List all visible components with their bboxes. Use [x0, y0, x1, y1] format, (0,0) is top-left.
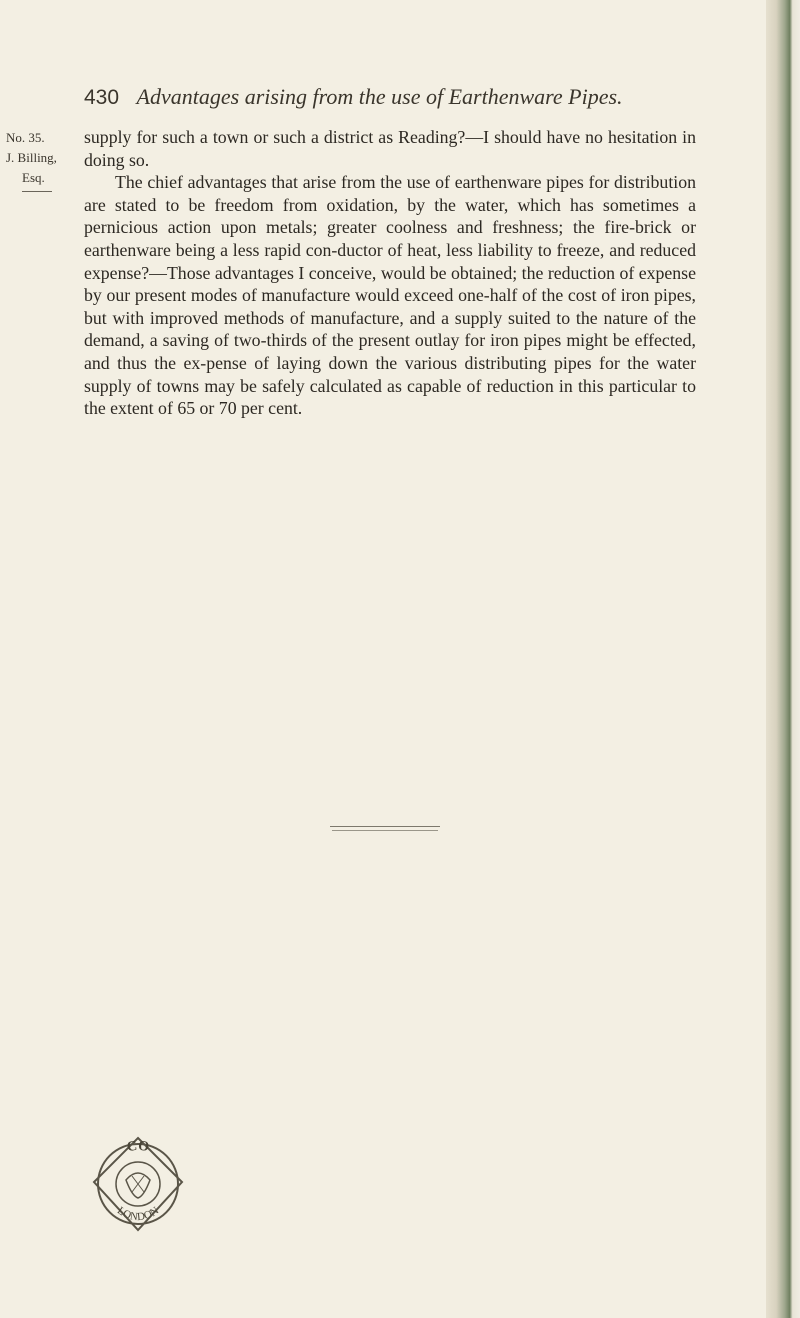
margin-title: Esq. — [22, 170, 45, 185]
margin-rule — [22, 191, 52, 192]
page-header — [84, 84, 704, 110]
margin-number: No. 35. — [6, 130, 45, 145]
paragraph: supply for such a town or such a district as Reading?—I should have no hesitation in doing so. — [84, 127, 696, 170]
end-rule — [330, 826, 440, 827]
paragraph: The chief advantages that arise from the use of earthenware pipes for distribution are stated to be freedom from oxidation, by the water, which has sometimes a pernicious action upon metals; greater coolness and freshness; the fire-brick or earthenware being a less rapid con-ductor of heat, less liability to freeze, and reduced expense?—Those advantages I conceive, would be obtained; the reduction of expense by our present modes of manufacture would exceed one-half of the cost of iron pipes, but with improved methods of manufacture, and a supply suited to the nature of the demand, a saving of two-thirds of the present outlay for iron pipes might be effected, and thus the ex-pense of laying down the various distributing pipes for the water supply of towns may be safely calculated as capable of reduction in this particular to the extent of 65 or 70 per cent. — [84, 172, 696, 419]
margin-name: J. Billing, — [6, 150, 57, 165]
margin-note — [6, 128, 80, 192]
end-rule — [332, 830, 438, 831]
stamp-top-text: CO — [125, 1138, 151, 1156]
stamp-bottom-text: LONDON — [114, 1204, 162, 1224]
page-number: 430 — [84, 86, 120, 109]
running-title: Advantages arising from the use of Earthenware Pipes. — [136, 84, 623, 109]
library-stamp-icon — [86, 1132, 190, 1236]
library-stamp — [86, 1132, 190, 1236]
body-text — [84, 126, 696, 420]
page-edge — [766, 0, 800, 1318]
svg-text:CO — [126, 1139, 150, 1155]
